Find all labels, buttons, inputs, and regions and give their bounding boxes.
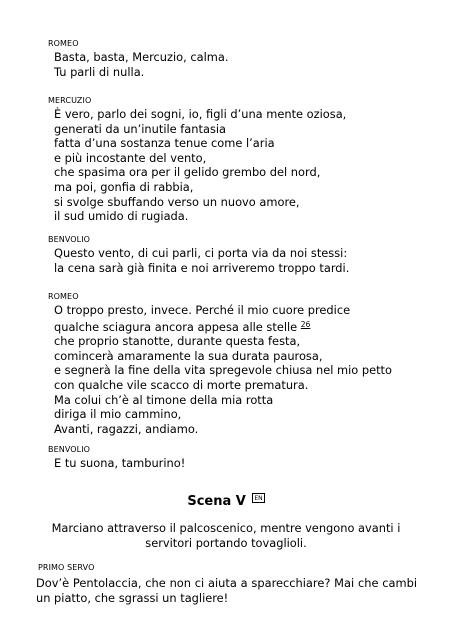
verse-line: Ma colui ch’è al timone della mia rotta xyxy=(54,392,274,407)
verse-line: Avanti, ragazzi, andiamo. xyxy=(54,421,199,436)
verse-line xyxy=(54,318,392,335)
verse-line: E tu suona, tamburino! xyxy=(54,456,186,470)
verse-line-text: qualche sciagura ancora appesa alle stelle xyxy=(54,319,298,334)
verse-line: si svolge sbuffando verso un nuovo amore, xyxy=(54,194,300,209)
verse-line: che proprio stanotte, durante questa festa, xyxy=(54,334,301,349)
speaker-benvolio: BENVOLIO xyxy=(48,445,91,454)
speaker-mercuzio: MERCUZIO xyxy=(48,96,92,105)
verse-line: Tu parli di nulla. xyxy=(54,64,145,79)
stage-direction: Marciano attraverso il palcoscenico, mentre vengono avanti i servitori portando tovaglioli. xyxy=(51,521,401,550)
verse-line: fatta d’una sostanza tenue come l’aria xyxy=(54,136,275,151)
verse-line: generati da un’inutile fantasia xyxy=(54,121,227,136)
speaker-primo-servo: PRIMO SERVO xyxy=(38,563,95,572)
verse-line: Basta, basta, Mercuzio, calma. xyxy=(54,50,229,64)
verse-line: È vero, parlo dei sogni, io, figli d’una mente oziosa, xyxy=(54,107,347,121)
verse-line: O troppo presto, invece. Perché il mio cuore predice xyxy=(54,303,351,317)
verse-line: diriga il mio cammino, xyxy=(54,407,182,422)
footnote-link[interactable]: 26 xyxy=(300,319,311,329)
verse-line: e segnerà la fine della vita spregevole chiusa nel mio petto xyxy=(54,363,392,378)
romeo-speech xyxy=(54,50,228,79)
verse-line: ma poi, gonfia di rabbia, xyxy=(54,179,194,194)
speaker-benvolio: BENVOLIO xyxy=(48,235,91,244)
scene-heading xyxy=(0,493,452,509)
benvolio-speech xyxy=(54,246,349,275)
romeo-speech xyxy=(54,303,392,436)
primo-servo-speech: Dov’è Pentolaccia, che non ci aiuta a sparecchiare? Mai che cambi un piatto, che sgrassi un tagliere! xyxy=(36,576,417,605)
verse-line: con qualche vile scacco di morte prematura. xyxy=(54,377,309,392)
english-link-badge[interactable]: EN xyxy=(254,495,263,502)
scene-title: Scena V xyxy=(187,494,246,509)
verse-line: che spasima ora per il gelido grembo del nord, xyxy=(54,165,321,180)
verse-line: il sud umido di rugiada. xyxy=(54,209,189,224)
verse-line: comincerà amaramente la sua durata paurosa, xyxy=(54,348,323,363)
benvolio-speech xyxy=(54,456,185,471)
verse-line: Questo vento, di cui parli, ci porta via da noi stessi: xyxy=(54,246,348,260)
verse-line: la cena sarà già finita e noi arriveremo troppo tardi. xyxy=(54,260,350,275)
speaker-romeo: ROMEO xyxy=(48,292,79,301)
speaker-romeo: ROMEO xyxy=(48,39,79,48)
mercuzio-speech xyxy=(54,107,346,224)
verse-line: e più incostante del vento, xyxy=(54,150,207,165)
